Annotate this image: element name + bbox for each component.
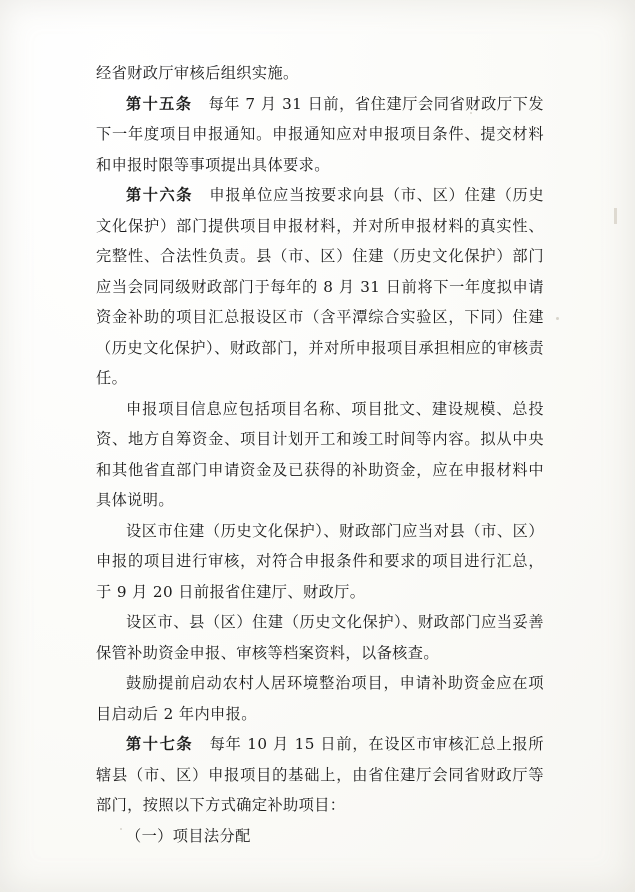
paragraph-encourage — [96, 668, 544, 729]
paragraph-text: 设区市住建（历史文化保护）、财政部门应当对县（市、区）申报的项目进行审核，对符合申报条件和要求的项目进行汇总，于 9 月 20 日前报省住建厅、财政厅。 — [96, 521, 544, 601]
paragraph-archive — [96, 607, 544, 668]
paragraph-text: 申报项目信息应包括项目名称、项目批文、建设规模、总投资、地方自筹资金、项目计划开工和竣工时间等内容。拟从中央和其他省直部门申请资金及已获得的补助资金，应在申报材料中具体说明。 — [96, 399, 544, 509]
paragraph-text: 申报单位应当按要求向县（市、区）住建（历史文化保护）部门提供项目申报材料，并对所申报材料的真实性、完整性、合法性负责。县（市、区）住建（历史文化保护）部门应当会同同级财政部门于每年的 8 月 31 日前将下一年度拟申请资金补助的项目汇总报设区市（含平潭综合实验区，下同）住建（历史文化保护）、财政部门，并对所申报项目承担相应的审核责任。 — [96, 186, 544, 387]
paragraph-text: 鼓励提前启动农村人居环境整治项目，申请补助资金应在项目启动后 2 年内申报。 — [96, 674, 544, 723]
paragraph-text: 每年 10 月 15 日前，在设区市审核汇总上报所辖县（市、区）申报项目的基础上，由省住建厅会同省财政厅等部门，按照以下方式确定补助项目： — [96, 735, 544, 814]
paragraph-list-item-1 — [96, 821, 544, 852]
paragraph-article-15 — [96, 89, 544, 181]
scan-speck — [120, 828, 122, 830]
clause-heading-15: 第十五条 — [126, 94, 193, 113]
paragraph-text: 经省财政厅审核后组织实施。 — [96, 64, 299, 82]
paragraph-text: 每年 7 月 31 日前，省住建厅会同省财政厅下发下一年度项目申报通知。申报通知应对申报项目条件、提交材料和申报时限等事项提出具体要求。 — [96, 94, 544, 174]
scan-speck — [556, 317, 559, 320]
document-text-column — [96, 58, 544, 851]
paragraph-text: 设区市、县（区）住建（历史文化保护）、财政部门应当妥善保管补助资金申报、审核等档案资料，以备核查。 — [96, 613, 544, 662]
clause-heading-16: 第十六条 — [126, 186, 194, 204]
paragraph-intro — [96, 58, 544, 89]
clause-heading-17: 第十七条 — [126, 735, 194, 753]
scan-edge-mark — [614, 208, 617, 224]
paragraph-project-info — [96, 394, 544, 516]
paragraph-text: （一）项目法分配 — [126, 826, 251, 845]
paragraph-city-review — [96, 516, 544, 608]
scan-speck — [470, 112, 472, 114]
paragraph-article-16 — [96, 180, 544, 394]
paragraph-article-17 — [96, 729, 544, 821]
